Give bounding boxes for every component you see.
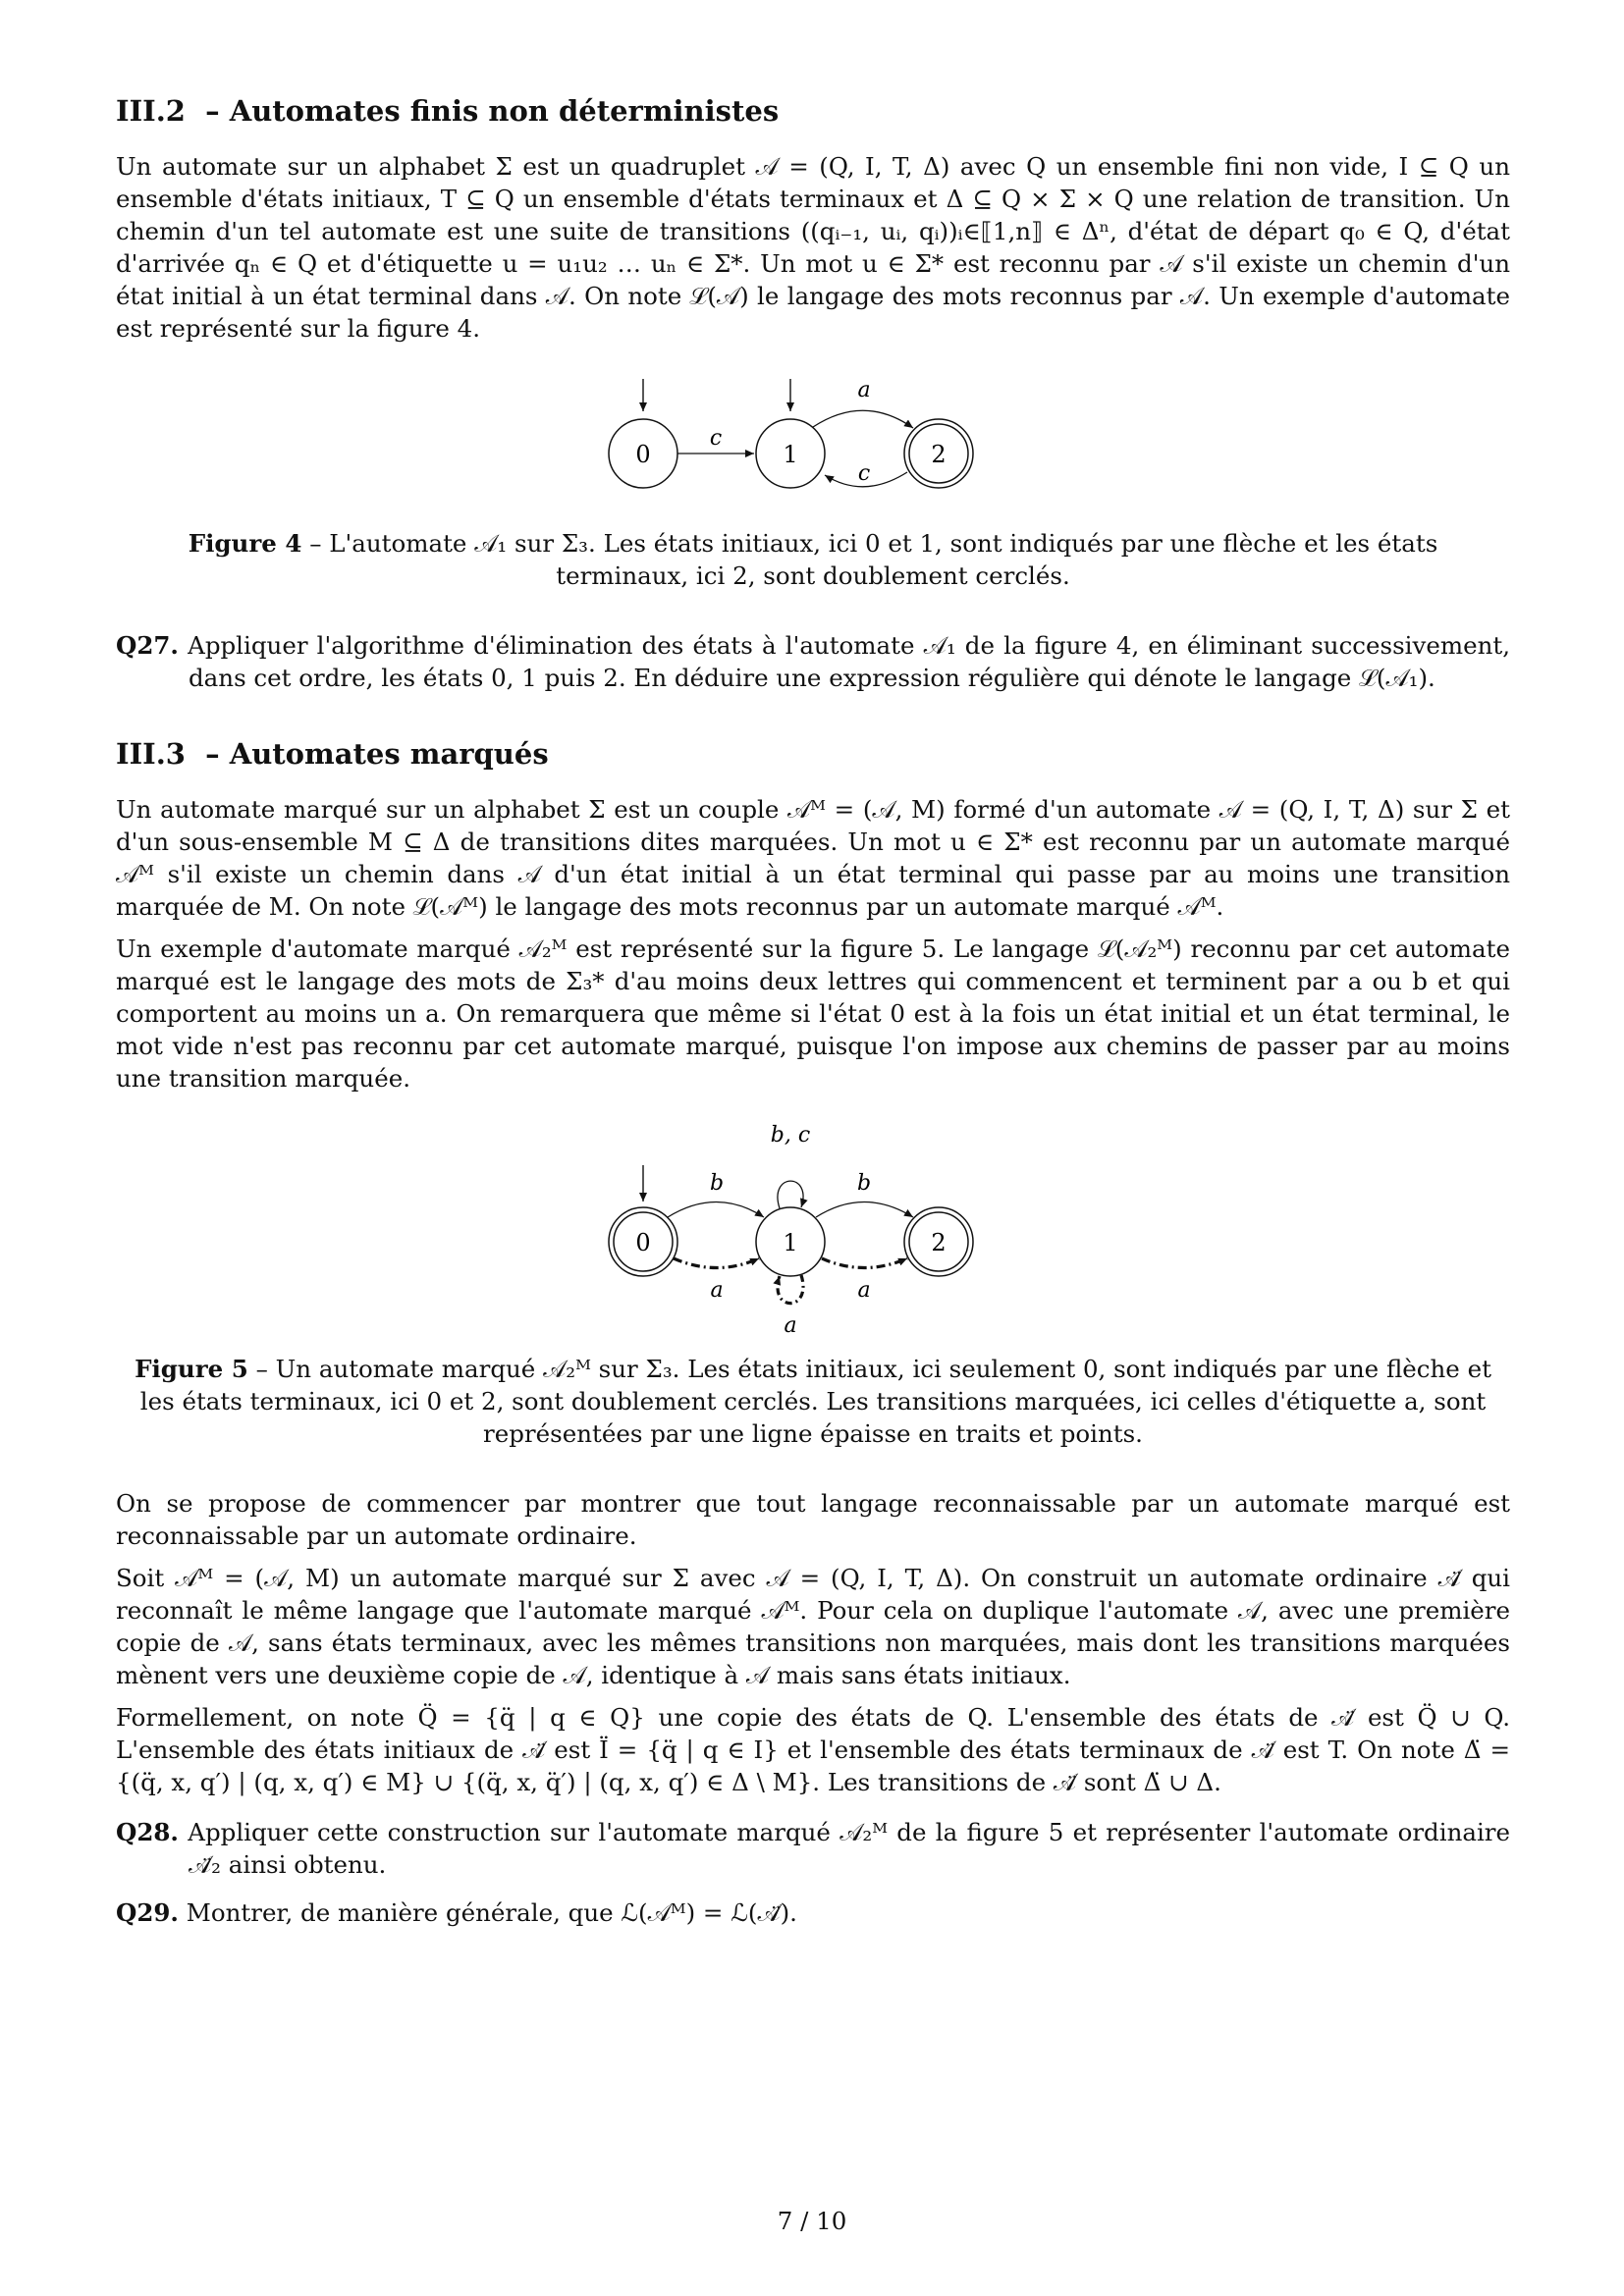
- section-title: Automates finis non déterministes: [229, 94, 780, 128]
- section-dash: –: [205, 94, 220, 128]
- figure-5-caption: [131, 1353, 1495, 1450]
- state-2-label: 2: [931, 1228, 947, 1256]
- section-number: III.3: [116, 736, 186, 771]
- figure-4-caption-label: Figure 4: [188, 528, 302, 558]
- section-number: III.2: [116, 94, 186, 128]
- edge-0-1-label: c: [709, 425, 723, 451]
- page: [116, 94, 1510, 1929]
- paragraph-soit: Soit 𝒜ᴹ = (𝒜, M) un automate marqué sur Σ avec 𝒜 = (Q, I, T, Δ). On construit un automate ordinaire 𝒜̈ qui reconnaît le même langage que l'automate marqué 𝒜ᴹ. Pour cela on duplique l'automate 𝒜, avec une première copie de 𝒜, sans états terminaux, avec les mêmes transitions non marquées, mais dont les transitions marquées mènent vers une deuxième copie de 𝒜, identique à 𝒜 mais sans états initiaux.: [116, 1563, 1510, 1689]
- figure-5-caption-text: – Un automate marqué 𝒜₂ᴹ sur Σ₃. Les états initiaux, ici seulement 0, sont indiqués par une flèche et les états terminaux, ici 0 et 2, sont doublement cerclés. Les transitions marquées, ici celles d'étiquette a, sont représentées par une ligne épaisse en traits et points.: [139, 1354, 1491, 1448]
- question-28-label: Q28.: [116, 1817, 179, 1846]
- state-2-label: 2: [931, 440, 947, 468]
- edge-1-2-label: a: [857, 377, 871, 402]
- question-27-label: Q27.: [116, 630, 179, 660]
- edge-1-2: [813, 410, 913, 428]
- figure-5-diagram: [607, 1118, 1019, 1339]
- figure-4-caption-text: – L'automate 𝒜₁ sur Σ₃. Les états initiaux, ici 0 et 1, sont indiqués par une flèche et les états terminaux, ici 2, sont doublement cerclés.: [309, 528, 1438, 590]
- section-heading-3-2: [116, 94, 1510, 129]
- question-27: [116, 629, 1510, 694]
- paragraph-automate-marque: Un automate marqué sur un alphabet Σ est un couple 𝒜ᴹ = (𝒜, M) formé d'un automate 𝒜 = (Q, I, T, Δ) sur Σ et d'un sous-ensemble M ⊆ Δ de transitions dites marquées. Un mot u ∈ Σ* est reconnu par un automate marqué 𝒜ᴹ s'il existe un chemin dans 𝒜 d'un état initial à un état terminal qui passe par au moins une transition marquée de M. On note ℒ(𝒜ᴹ) le langage des mots reconnus par un automate marqué 𝒜ᴹ.: [116, 794, 1510, 921]
- loop-top-1: [778, 1181, 803, 1208]
- section-dash: –: [205, 736, 220, 771]
- figure-5-caption-label: Figure 5: [135, 1354, 248, 1383]
- paragraph-automate: Un automate sur un alphabet Σ est un quadruplet 𝒜 = (Q, I, T, Δ) avec Q un ensemble fini non vide, I ⊆ Q un ensemble d'états initiaux, T ⊆ Q un ensemble d'états terminaux et Δ ⊆ Q × Σ × Q une relation de transition. Un chemin d'un tel automate est une suite de transitions ((qᵢ₋₁, uᵢ, qᵢ))ᵢ∈⟦1,n⟧ ∈ Δⁿ, d'état de départ q₀ ∈ Q, d'état d'arrivée qₙ ∈ Q et d'étiquette u = u₁u₂ … uₙ ∈ Σ*. Un mot u ∈ Σ* est reconnu par 𝒜 s'il existe un chemin d'un état initial à un état terminal dans 𝒜. On note ℒ(𝒜) le langage des mots reconnus par 𝒜. Un exemple d'automate est représenté sur la figure 4.: [116, 151, 1510, 343]
- question-29-label: Q29.: [116, 1897, 179, 1927]
- edge-a-0-1-label: a: [710, 1277, 724, 1303]
- section-heading-3-3: [116, 737, 1510, 772]
- paragraph-propose: On se propose de commencer par montrer que tout langage reconnaissable par un automate marqué est reconnaissable par un automate ordinaire.: [116, 1488, 1510, 1550]
- paragraph-exemple: Un exemple d'automate marqué 𝒜₂ᴹ est représenté sur la figure 5. Le langage ℒ(𝒜₂ᴹ) reconnu par cet automate marqué est le langage des mots de Σ₃* d'au moins deux lettres qui commencent et terminent par a ou b et qui comportent au moins un a. On remarquera que même si l'état 0 est à la fois un état initial et un état terminal, le mot vide n'est pas reconnu par cet automate marqué, puisque l'on impose aux chemins de passer par au moins une transition marquée.: [116, 934, 1510, 1093]
- section-title: Automates marqués: [229, 736, 549, 771]
- state-1-label: 1: [783, 440, 798, 468]
- edge-a-1-2-label: a: [857, 1277, 871, 1303]
- state-0-label: 0: [635, 1228, 651, 1256]
- edge-b-1-2-label: b: [856, 1170, 872, 1196]
- question-29: [116, 1896, 1510, 1929]
- page-number: 7 / 10: [777, 2207, 847, 2235]
- state-1-label: 1: [783, 1228, 798, 1256]
- edge-a-1-2: [822, 1258, 907, 1268]
- edge-a-0-1: [674, 1258, 759, 1268]
- edge-b-0-1-label: b: [709, 1170, 725, 1196]
- state-0-label: 0: [635, 440, 651, 468]
- edge-b-0-1: [668, 1201, 764, 1217]
- question-29-text: Montrer, de manière générale, que ℒ(𝒜ᴹ) = ℒ(𝒜̈).: [186, 1897, 797, 1927]
- question-27-text: Appliquer l'algorithme d'élimination des états à l'automate 𝒜₁ de la figure 4, en éliminant successivement, dans cet ordre, les états 0, 1 puis 2. En déduire une expression régulière qui dénote le langage ℒ(𝒜₁).: [188, 630, 1510, 692]
- edge-b-1-2: [816, 1201, 913, 1217]
- question-28-text: Appliquer cette construction sur l'automate marqué 𝒜₂ᴹ de la figure 5 et représenter l'automate ordinaire 𝒜̈₂ ainsi obtenu.: [188, 1817, 1511, 1879]
- loop-bottom-label: a: [784, 1312, 797, 1338]
- figure-4-caption: [121, 527, 1505, 592]
- loop-bottom-1: [778, 1275, 803, 1304]
- paragraph-formel: Formellement, on note Q̈ = {q̈ | q ∈ Q} une copie des états de Q. L'ensemble des états de 𝒜̈ est Q̈ ∪ Q. L'ensemble des états initiaux de 𝒜̈ est Ï = {q̈ | q ∈ I} et l'ensemble des états terminaux de 𝒜̈ est T. On note Δ̈ = {(q̈, x, q′) | (q, x, q′) ∈ M} ∪ {(q̈, x, q̈′) | (q, x, q′) ∈ Δ \ M}. Les transitions de 𝒜̈ sont Δ̈ ∪ Δ.: [116, 1702, 1510, 1796]
- loop-top-label: b, c: [770, 1122, 811, 1148]
- question-28: [116, 1816, 1510, 1881]
- figure-4-diagram: [607, 374, 1019, 511]
- edge-2-1-label: c: [857, 460, 871, 486]
